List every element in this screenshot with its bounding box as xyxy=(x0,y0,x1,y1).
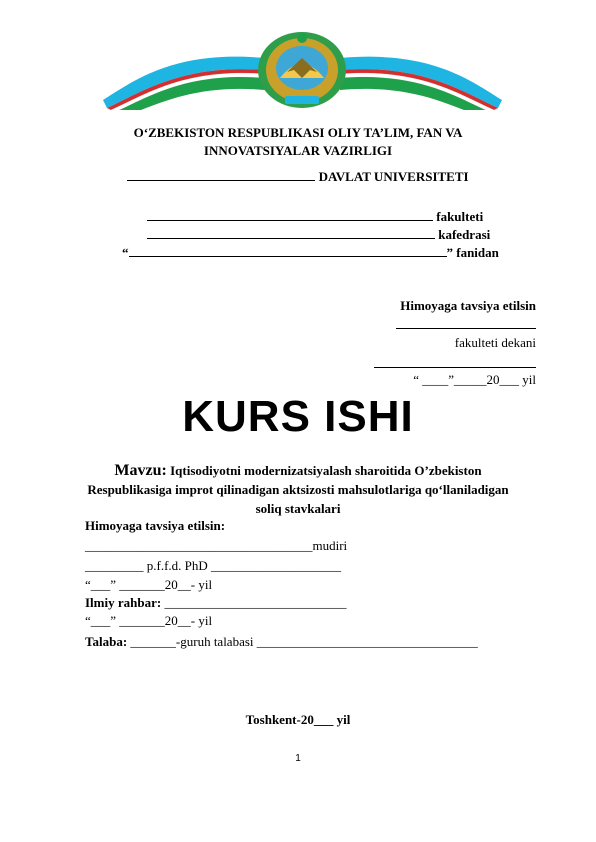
approval-date: “ ____”_____20___ yil xyxy=(413,372,536,387)
ministry-line-2: INNOVATSIYALAR VAZIRLIGI xyxy=(203,143,393,158)
degree-line: _________ p.f.f.d. PhD ____________________ xyxy=(85,558,342,573)
defense-date-1: “___” _______20__- yil xyxy=(85,577,213,592)
emblem-seal-icon xyxy=(258,32,346,108)
topic-line-2: Respublikasiga improt qilinadigan aktsizosti mahsulotlariga qo‘llaniladigan xyxy=(87,482,509,497)
ministry-heading xyxy=(0,124,596,160)
faculty-line xyxy=(147,208,483,225)
document-title: KURS ISHI xyxy=(182,392,414,441)
page-number: 1 xyxy=(295,753,301,764)
department-head-line: ___________________________________mudiri xyxy=(85,538,348,553)
faculty-suffix: fakulteti xyxy=(436,209,484,224)
supervisor-label: Ilmiy rahbar: xyxy=(85,595,162,610)
university-suffix: DAVLAT UNIVERSITETI xyxy=(318,169,469,184)
supervisor-line xyxy=(85,595,346,611)
topic-label: Mavzu: xyxy=(114,462,167,479)
right-flag-icon xyxy=(340,57,502,110)
faculty-name-blank xyxy=(147,208,433,221)
student-label: Talaba: xyxy=(85,634,128,649)
department-suffix: kafedrasi xyxy=(438,227,491,242)
left-flag-icon xyxy=(103,57,265,110)
approval-name-blank xyxy=(396,328,536,329)
student-line xyxy=(85,634,478,650)
department-name-blank xyxy=(147,226,435,239)
topic-line-1 xyxy=(0,461,596,480)
subject-suffix: ” fanidan xyxy=(446,245,499,260)
subject-line xyxy=(122,244,499,261)
subject-name-blank xyxy=(129,244,447,257)
defense-title: Himoyaga tavsiya etilsin: xyxy=(85,518,226,533)
ministry-line-1: O‘ZBEKISTON RESPUBLIKASI OLIY TA’LIM, FAN VA xyxy=(133,125,463,140)
topic-text-1: Iqtisodiyotni modernizatsiyalash sharoitida O’zbekiston xyxy=(170,463,482,478)
department-line xyxy=(147,226,490,243)
city-year: Toshkent-20___ yil xyxy=(245,712,351,727)
university-name-blank xyxy=(127,168,315,181)
topic-block xyxy=(0,461,596,518)
dean-label: fakulteti dekani xyxy=(454,335,536,350)
state-emblem-image xyxy=(95,30,510,110)
dean-signature-blank xyxy=(374,367,536,368)
student-text: _______-guruh talabasi __________________________________ xyxy=(130,634,478,649)
topic-line-3: soliq stavkalari xyxy=(255,501,341,516)
subject-open-quote: “ xyxy=(122,245,129,260)
university-line xyxy=(0,168,596,185)
defense-date-2: “___” _______20__- yil xyxy=(85,613,213,628)
supervisor-blank: ____________________________ xyxy=(164,595,347,610)
approval-title: Himoyaga tavsiya etilsin xyxy=(400,298,536,313)
